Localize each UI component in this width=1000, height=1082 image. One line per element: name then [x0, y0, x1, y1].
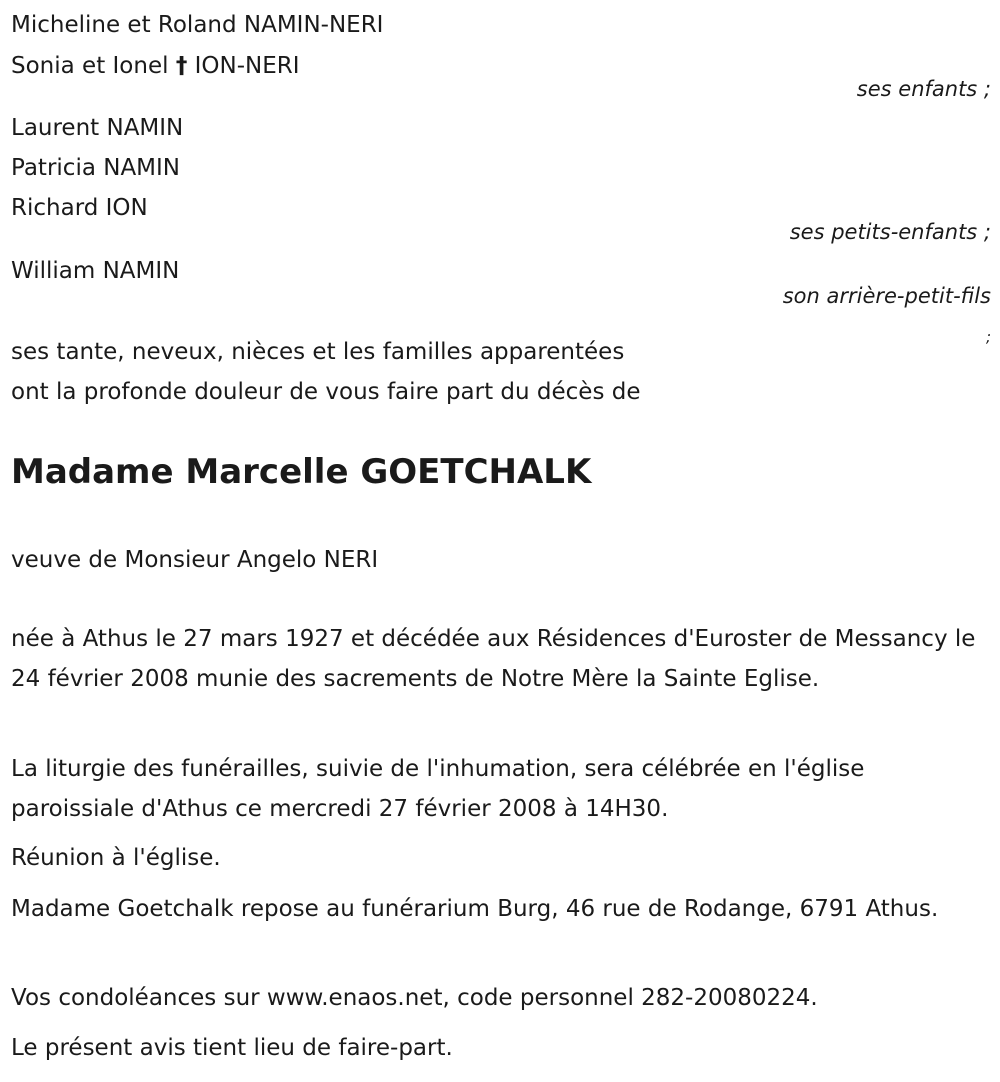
- great-grandchild-role-suffix: ;: [985, 328, 991, 346]
- condolences-paragraph: Vos condoléances sur www.enaos.net, code personnel 282-20080224.: [11, 985, 818, 1011]
- great-grandchild-role: son arrière-petit-fils: [782, 284, 991, 308]
- child-line-2: [11, 51, 300, 81]
- child-line-1: Micheline et Roland NAMIN-NERI: [11, 12, 384, 38]
- birth-death-paragraph: née à Athus le 27 mars 1927 et décédée aux Résidences d'Euroster de Messancy le 24 février 2008 munie des sacrements de Notre Mère la Sainte Eglise.: [11, 626, 976, 692]
- child-line-2-start: Sonia et Ionel: [11, 53, 169, 79]
- grandchild-1: Laurent NAMIN: [11, 115, 184, 141]
- cross-icon: †: [175, 53, 188, 79]
- widow-line: veuve de Monsieur Angelo NERI: [11, 547, 379, 573]
- grandchild-3: Richard ION: [11, 195, 148, 221]
- meeting-paragraph: Réunion à l'église.: [11, 845, 221, 871]
- announcement-line: ont la profonde douleur de vous faire part du décès de: [11, 379, 641, 405]
- grandchild-2: Patricia NAMIN: [11, 155, 181, 181]
- notice-paragraph: Le présent avis tient lieu de faire-part.: [11, 1035, 453, 1061]
- children-role: ses enfants ;: [856, 77, 991, 101]
- liturgy-paragraph: La liturgie des funérailles, suivie de l'inhumation, sera célébrée en l'église paroissiale d'Athus ce mercredi 27 février 2008 à 14H30.: [11, 756, 865, 822]
- great-grandchild: William NAMIN: [11, 258, 180, 284]
- child-line-2-end: ION-NERI: [194, 53, 300, 79]
- relatives-line: ses tante, neveux, nièces et les familles apparentées: [11, 339, 625, 365]
- grandchildren-role: ses petits-enfants ;: [789, 220, 991, 244]
- deceased-name: Madame Marcelle GOETCHALK: [11, 452, 592, 492]
- rest-paragraph: Madame Goetchalk repose au funérarium Burg, 46 rue de Rodange, 6791 Athus.: [11, 896, 939, 922]
